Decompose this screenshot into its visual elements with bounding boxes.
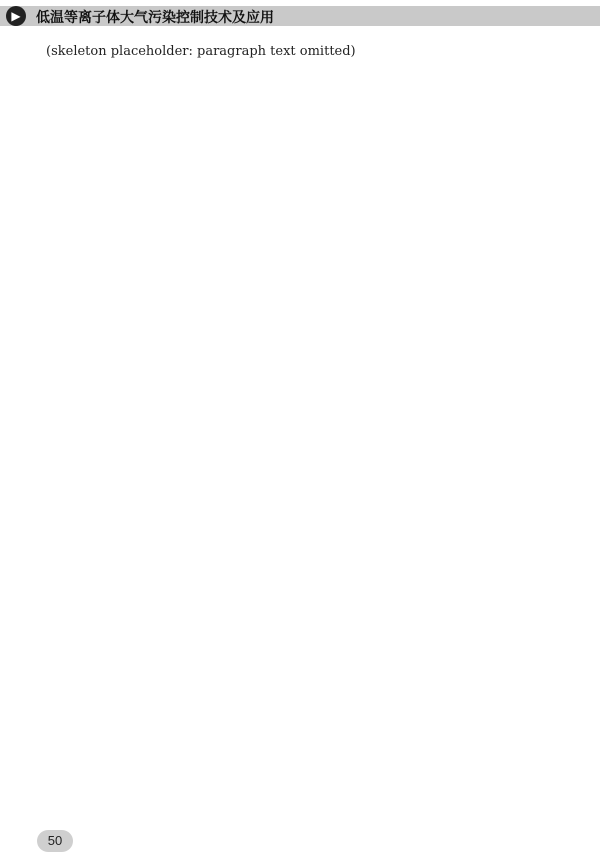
running-header — [0, 0, 600, 30]
page-number: 50 — [37, 830, 73, 852]
page-body — [46, 40, 556, 64]
text-line: (skeleton placeholder: paragraph text omitted) — [46, 44, 356, 59]
book-title: 低温等离子体大气污染控制技术及应用 — [36, 10, 274, 26]
play-icon: ▶ — [6, 6, 26, 26]
